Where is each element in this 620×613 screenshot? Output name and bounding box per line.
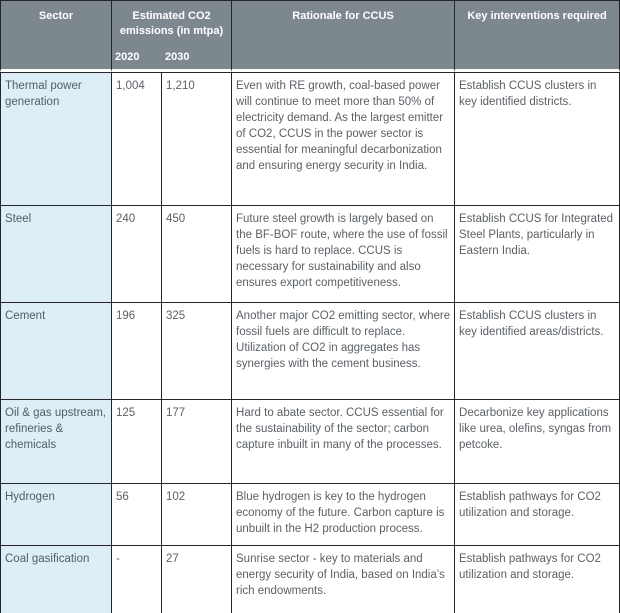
table-row-steel — [0, 206, 620, 303]
emissions-2020-cell: 1,004 — [112, 72, 162, 206]
table-header — [0, 0, 620, 72]
col-header-rationale: Rationale for CCUS — [232, 0, 455, 72]
emissions-2030-cell: 102 — [162, 484, 232, 546]
table-body — [0, 72, 620, 613]
interventions-cell: Establish CCUS for Integrated Steel Plants, particularly in Eastern India. — [455, 206, 620, 303]
table-row-oil-gas — [0, 400, 620, 484]
interventions-cell: Establish pathways for CO2 utilization and storage. — [455, 546, 620, 613]
col-header-sector: Sector — [0, 0, 112, 72]
emissions-2020-cell: 196 — [112, 303, 162, 400]
emissions-2020-cell: - — [112, 546, 162, 613]
emissions-2030-cell: 450 — [162, 206, 232, 303]
emissions-2020-cell: 240 — [112, 206, 162, 303]
interventions-cell: Establish CCUS clusters in key identified districts. — [455, 72, 620, 206]
rationale-cell: Blue hydrogen is key to the hydrogen economy of the future. Carbon capture is unbuilt in the H2 production process. — [232, 484, 455, 546]
sector-cell: Hydrogen — [0, 484, 112, 546]
col-header-co2-emissions: Estimated CO2 emissions (in mtpa) — [112, 0, 232, 48]
table-row-thermal-power — [0, 72, 620, 206]
sector-cell: Thermal power generation — [0, 72, 112, 206]
col-header-year-2030: 2030 — [162, 48, 232, 72]
sector-cell: Coal gasification — [0, 546, 112, 613]
sector-cell: Steel — [0, 206, 112, 303]
table-row-cement — [0, 303, 620, 400]
rationale-cell: Hard to abate sector. CCUS essential for the sustainability of the sector; carbon capture inbuilt in many of the processes. — [232, 400, 455, 484]
rationale-cell: Even with RE growth, coal-based power will continue to meet more than 50% of electricity demand. As the largest emitter of CO2, CCUS in the power sector is essential for meaningful decarbonization and ensuring energy security in India. — [232, 72, 455, 206]
emissions-2030-cell: 325 — [162, 303, 232, 400]
interventions-cell: Decarbonize key applications like urea, olefins, syngas from petcoke. — [455, 400, 620, 484]
interventions-cell: Establish pathways for CO2 utilization and storage. — [455, 484, 620, 546]
table-row-coal-gasification — [0, 546, 620, 613]
sector-cell: Oil & gas upstream, refineries & chemicals — [0, 400, 112, 484]
emissions-2020-cell: 56 — [112, 484, 162, 546]
col-header-year-2020: 2020 — [112, 48, 162, 72]
interventions-cell: Establish CCUS clusters in key identified areas/districts. — [455, 303, 620, 400]
rationale-cell: Sunrise sector - key to materials and energy security of India, based on India’s rich endowments. — [232, 546, 455, 613]
emissions-2030-cell: 27 — [162, 546, 232, 613]
emissions-2020-cell: 125 — [112, 400, 162, 484]
col-header-interventions: Key interventions required — [455, 0, 620, 72]
rationale-cell: Future steel growth is largely based on the BF-BOF route, where the use of fossil fuels is hard to replace. CCUS is necessary for sustainability and also ensures export competitiveness. — [232, 206, 455, 303]
rationale-cell: Another major CO2 emitting sector, where fossil fuels are difficult to replace. Utilization of CO2 in aggregates has synergies with the cement business. — [232, 303, 455, 400]
table-row-hydrogen — [0, 484, 620, 546]
emissions-2030-cell: 177 — [162, 400, 232, 484]
emissions-2030-cell: 1,210 — [162, 72, 232, 206]
sector-cell: Cement — [0, 303, 112, 400]
